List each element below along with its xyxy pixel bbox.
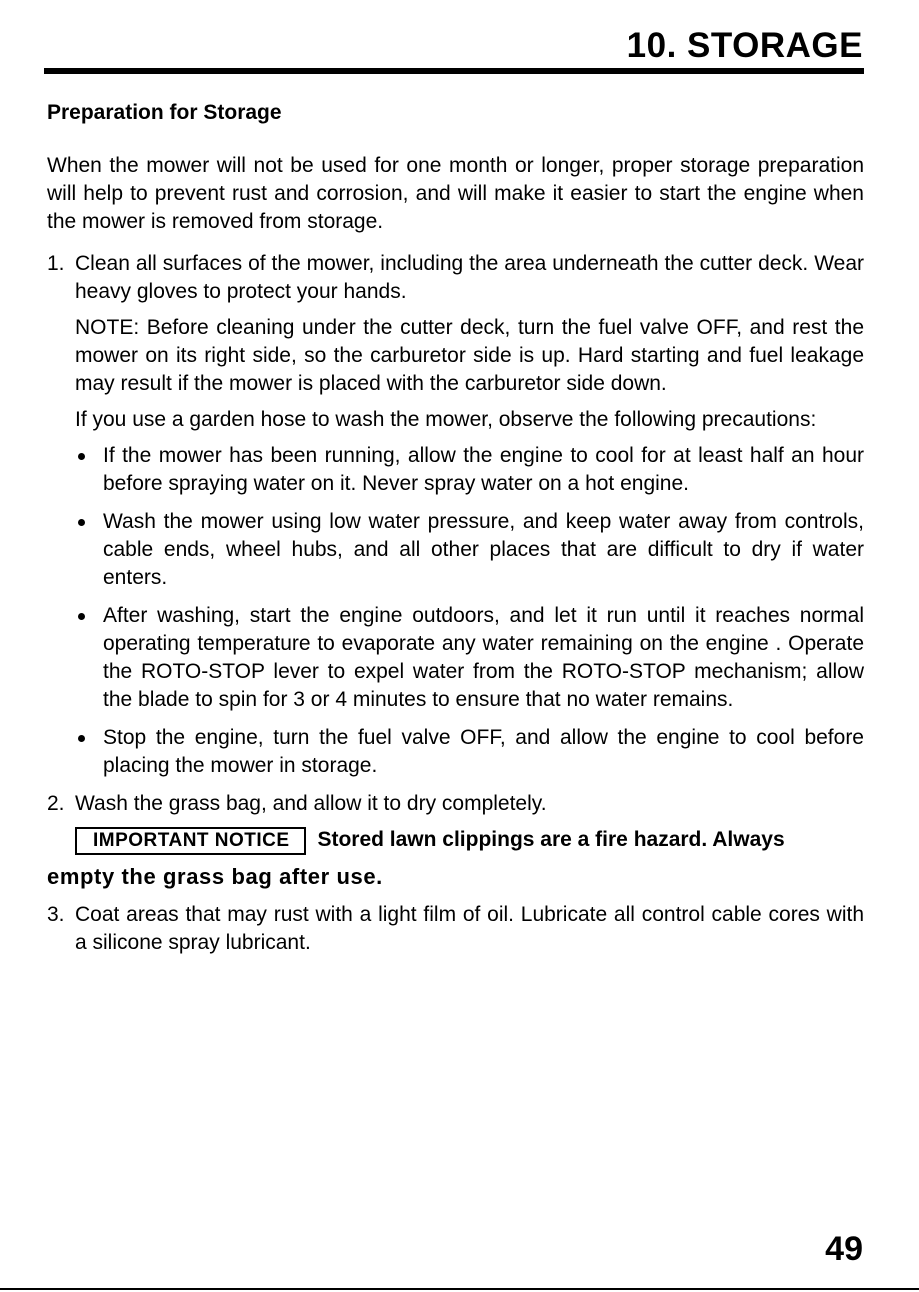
important-notice [75, 826, 864, 855]
bullet-icon [78, 453, 85, 460]
step-1 [47, 250, 864, 780]
bullet-icon [78, 613, 85, 620]
bullet-icon [78, 735, 85, 742]
header-rule [44, 68, 864, 74]
important-notice-text: Stored lawn clippings are a fire hazard. Always [317, 828, 785, 851]
precautions-intro: If you use a garden hose to wash the mower, observe the following precautions: [75, 408, 817, 431]
precaution-text: Wash the mower using low water pressure, and keep water away from controls, cable ends, wheel hubs, and all other places that are difficult to dry if water enters. [103, 510, 864, 589]
page-number: 49 [825, 1230, 863, 1268]
step-note: NOTE: Before cleaning under the cutter deck, turn the fuel valve OFF, and rest the mower on its right side, so the carburetor side is up. Hard starting and fuel leakage may result if the mower is placed with the carburetor side down. [75, 316, 864, 395]
precaution-item [75, 508, 864, 592]
step-text: Coat areas that may rust with a light film of oil. Lubricate all control cable cores with a silicone spray lubricant. [75, 903, 864, 954]
storage-steps [47, 250, 864, 957]
page-content [47, 98, 864, 965]
step-text: Wash the grass bag, and allow it to dry completely. [75, 792, 547, 815]
precaution-text: If the mower has been running, allow the engine to cool for at least half an hour before spraying water on it. Never spray water on a hot engine. [103, 444, 864, 495]
step-number: 2. [47, 792, 65, 815]
chapter-title: 10. STORAGE [626, 26, 863, 65]
intro-paragraph: When the mower will not be used for one month or longer, proper storage preparation will help to prevent rust and corrosion, and will make it easier to start the engine when the mower is removed from storage. [47, 154, 864, 233]
precaution-item [75, 724, 864, 780]
precaution-item [75, 602, 864, 714]
step-2 [47, 790, 864, 891]
important-notice-label: IMPORTANT NOTICE [75, 827, 306, 855]
bullet-icon [78, 519, 85, 526]
important-notice-text-continued: empty the grass bag after use. [47, 864, 383, 889]
footer-rule [0, 1288, 919, 1290]
precautions-list [75, 442, 864, 780]
precaution-text: After washing, start the engine outdoors, and let it run until it reaches normal operating temperature to evaporate any water remaining on the engine . Operate the ROTO-STOP lever to expel water from the ROTO-STOP mechanism; allow the blade to spin for 3 or 4 minutes to ensure that no water remains. [103, 604, 864, 711]
step-3 [47, 901, 864, 957]
precaution-item [75, 442, 864, 498]
section-heading: Preparation for Storage [47, 101, 282, 124]
step-number: 3. [47, 903, 65, 926]
precaution-text: Stop the engine, turn the fuel valve OFF, and allow the engine to cool before placing the mower in storage. [103, 726, 864, 777]
step-number: 1. [47, 252, 65, 275]
step-text: Clean all surfaces of the mower, including the area underneath the cutter deck. Wear heavy gloves to protect your hands. [75, 252, 864, 303]
